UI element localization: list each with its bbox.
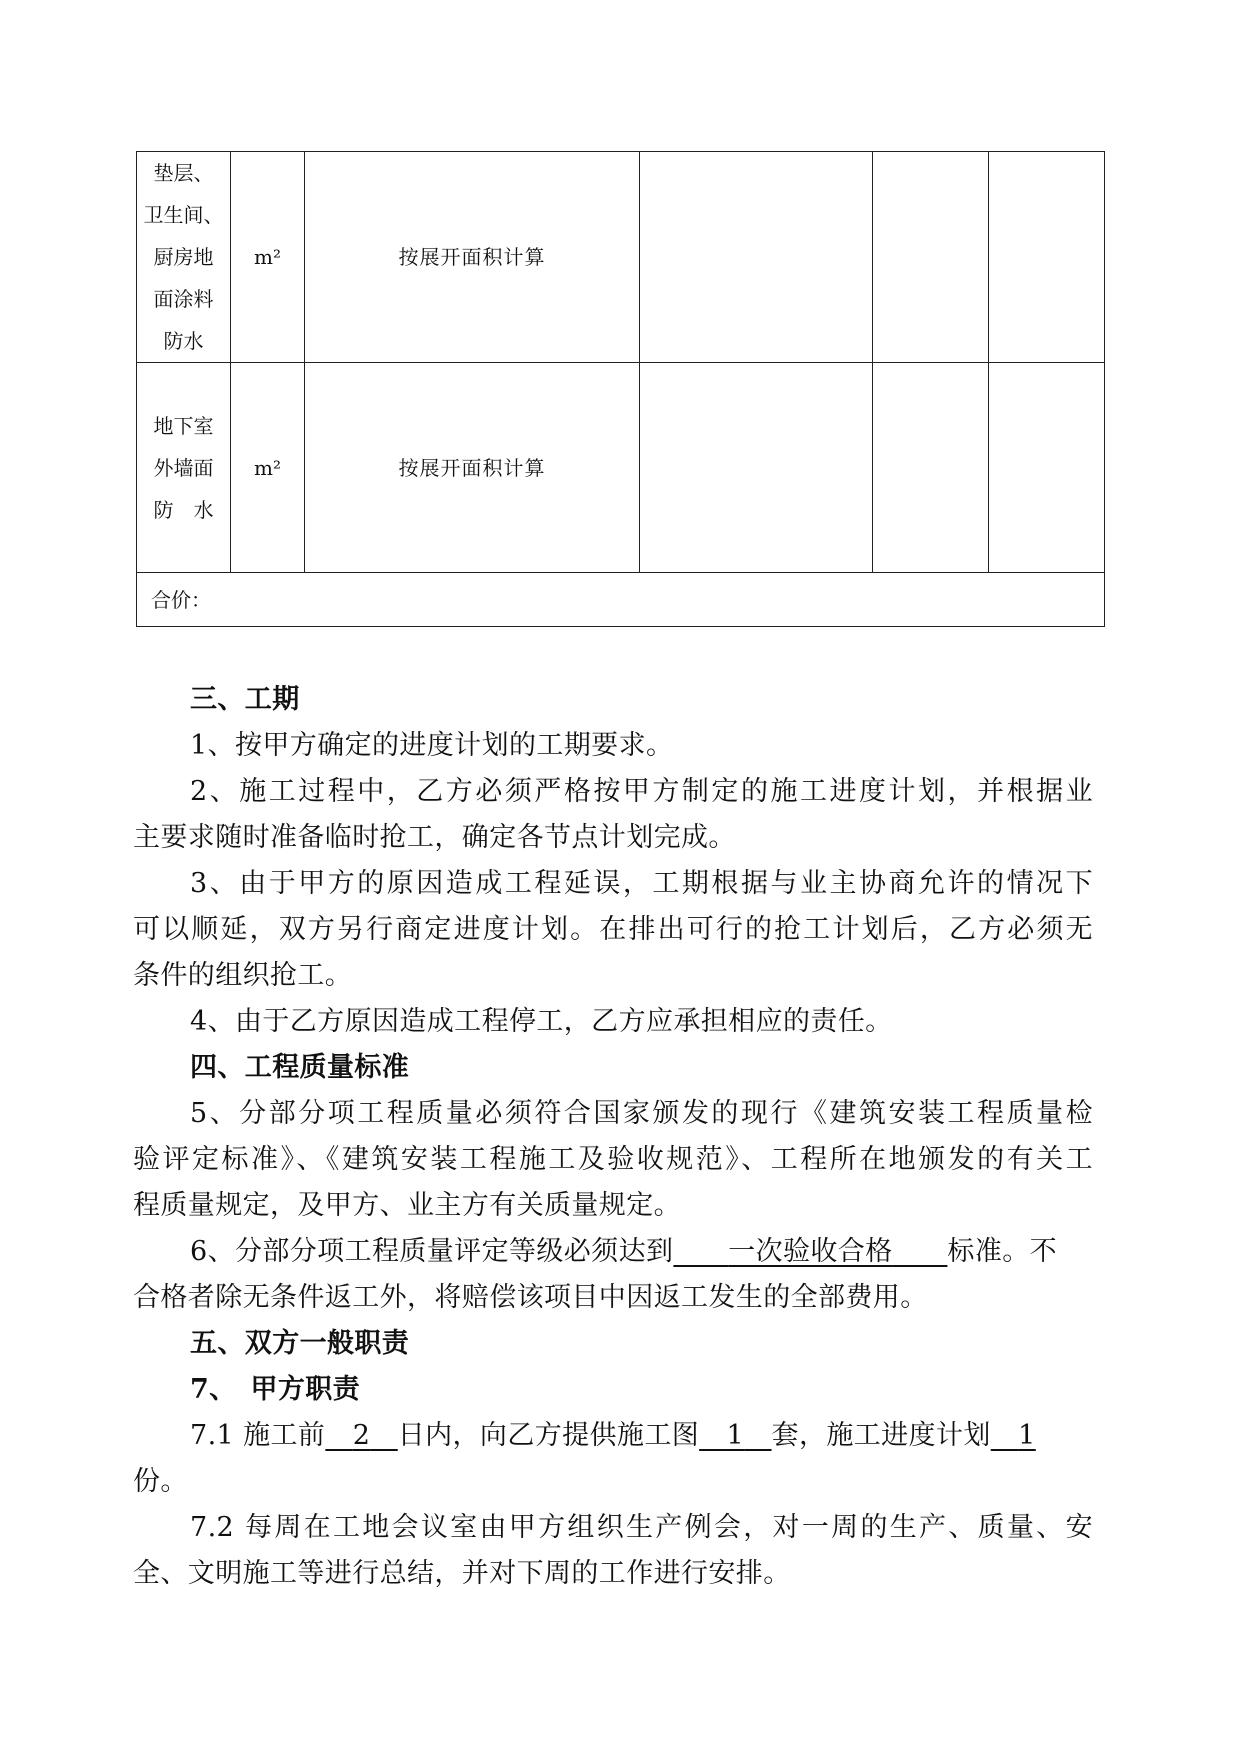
item-name: 垫层、 卫生间、 厨房地 面涂料 防水 [143, 161, 224, 353]
empty-cell [989, 363, 1105, 573]
paragraph: 7.1 施工前 2 日内，向乙方提供施工图 1 套，施工进度计划 1 [190, 1420, 1036, 1451]
paragraph: 7.2 每周在工地会议室由甲方组织生产例会，对一周的生产、质量、安 [190, 1512, 1093, 1543]
paragraph: 可以顺延，双方另行商定进度计划。在排出可行的抢工计划后，乙方必须无 [133, 914, 1093, 945]
paragraph: 合格者除无条件返工外，将赔偿该项目中因返工发生的全部费用。 [133, 1282, 928, 1313]
paragraph: 5、分部分项工程质量必须符合国家颁发的现行《建筑安装工程质量检 [190, 1098, 1093, 1129]
empty-cell [989, 152, 1105, 363]
paragraph: 条件的组织抢工。 [133, 960, 353, 991]
calc-rule-cell: 按展开面积计算 [305, 152, 640, 363]
paragraph: 3、由于甲方的原因造成工程延误，工期根据与业主协商允许的情况下 [190, 868, 1093, 899]
schedule-copies-fill: 1 [1018, 1420, 1036, 1451]
paragraph: 份。 [133, 1466, 188, 1497]
empty-cell [873, 363, 989, 573]
empty-cell [873, 152, 989, 363]
quality-grade-fill: 一次验收合格 [728, 1236, 893, 1267]
paragraph: 6、分部分项工程质量评定等级必须达到 一次验收合格 标准。不 [190, 1236, 1058, 1267]
document-body [133, 677, 1093, 1597]
days-fill: 2 [352, 1420, 371, 1451]
paragraph: 程质量规定，及甲方、业主方有关质量规定。 [133, 1190, 681, 1221]
paragraph: 1、按甲方确定的进度计划的工期要求。 [190, 730, 674, 761]
table-row [137, 363, 1105, 573]
subsection-heading: 7、 甲方职责 [190, 1374, 361, 1405]
table-total-row [137, 573, 1105, 627]
paragraph: 验评定标准》、《建筑安装工程施工及验收规范》、工程所在地颁发的有关工 [133, 1144, 1093, 1175]
unit-cell: m² [231, 363, 305, 573]
empty-cell [640, 152, 873, 363]
paragraph: 主要求随时准备临时抢工，确定各节点计划完成。 [133, 822, 736, 853]
empty-cell [640, 363, 873, 573]
section-heading: 五、双方一般职责 [190, 1328, 410, 1359]
paragraph: 2、施工过程中，乙方必须严格按甲方制定的施工进度计划，并根据业 [190, 776, 1093, 807]
drawing-sets-fill: 1 [726, 1420, 745, 1451]
section-heading: 三、工期 [190, 684, 300, 715]
calc-rule-cell: 按展开面积计算 [305, 363, 640, 573]
item-name: 地下室 外墙面 防 水 [153, 413, 214, 522]
unit-cell: m² [231, 152, 305, 363]
item-name-cell [137, 152, 231, 363]
total-price-label: 合价： [137, 573, 1105, 627]
quota-table [136, 151, 1105, 627]
section-heading: 四、工程质量标准 [190, 1052, 410, 1083]
paragraph: 4、由于乙方原因造成工程停工，乙方应承担相应的责任。 [190, 1006, 893, 1037]
paragraph: 全、文明施工等进行总结，并对下周的工作进行安排。 [133, 1558, 791, 1589]
table-row [137, 152, 1105, 363]
item-name-cell [137, 363, 231, 573]
